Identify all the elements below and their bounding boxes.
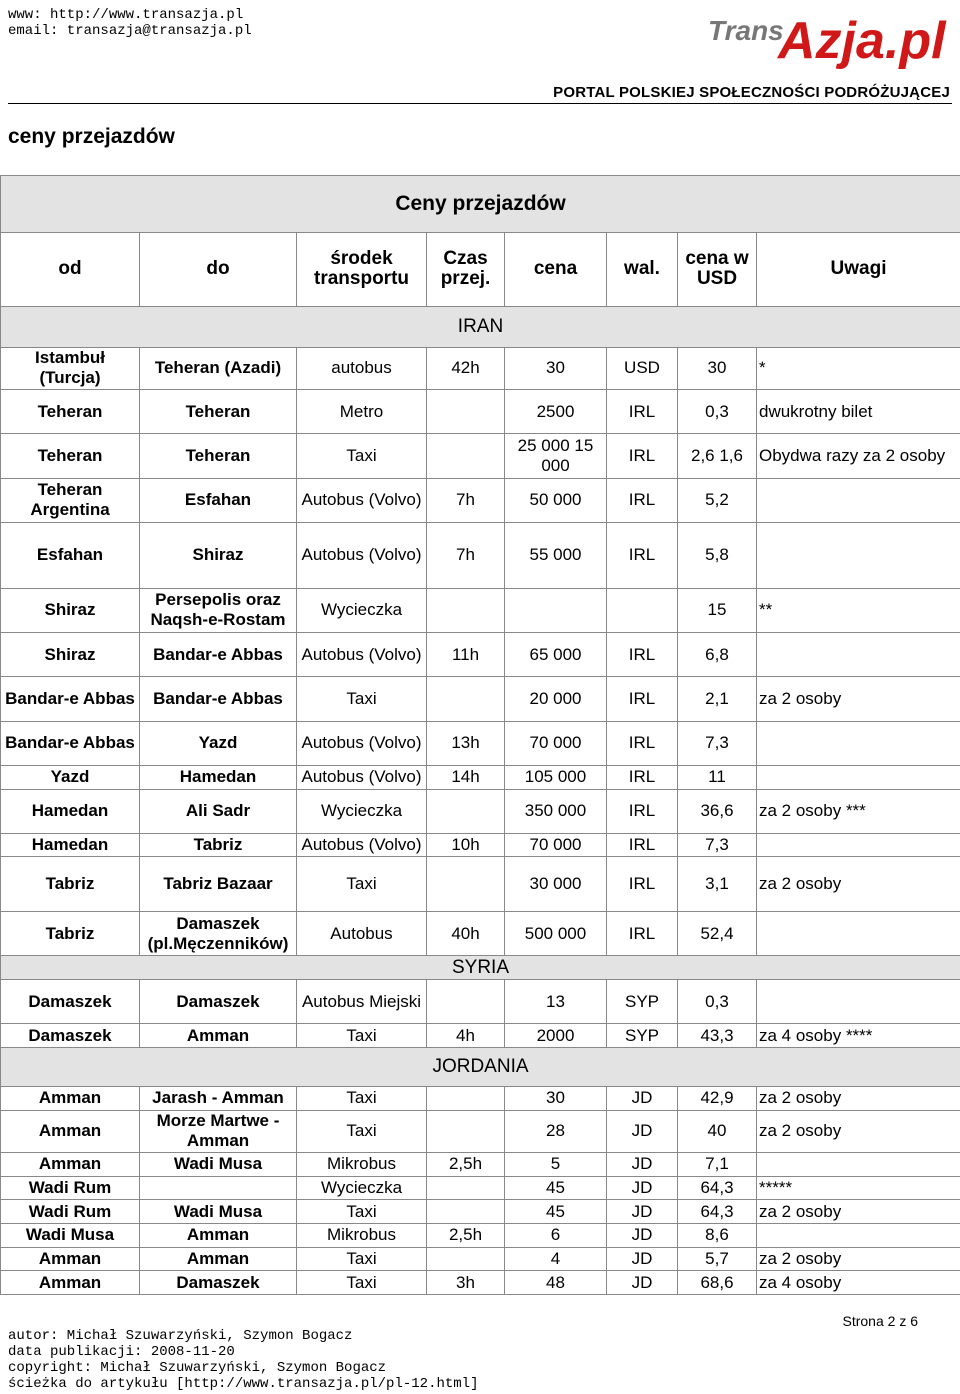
table-title-row (1, 176, 960, 233)
cell-notes: dwukrotny bilet (757, 390, 960, 434)
header-price-usd: cena w USD (678, 232, 757, 306)
cell-time (427, 1247, 505, 1271)
table-row (1, 434, 960, 478)
cell-notes (757, 1152, 960, 1176)
cell-notes: za 2 osoby (757, 1200, 960, 1224)
cell-price-usd: 30 (678, 347, 757, 389)
cell-notes: za 4 osoby **** (757, 1024, 960, 1048)
cell-from: Tabriz (1, 911, 140, 955)
cell-currency: IRL (607, 677, 678, 721)
cell-currency: JD (607, 1271, 678, 1295)
cell-to: Teheran (Azadi) (140, 347, 297, 389)
cell-price-usd: 64,3 (678, 1200, 757, 1224)
cell-price: 28 (505, 1110, 607, 1152)
cell-to: Wadi Musa (140, 1152, 297, 1176)
portal-tagline: PORTAL POLSKIEJ SPOŁECZNOŚCI PODRÓŻUJĄCEJ (553, 84, 950, 101)
cell-price: 350 000 (505, 789, 607, 833)
footer-author: autor: Michał Szuwarzyński, Szymon Bogacz (8, 1328, 353, 1344)
header-do: do (140, 232, 297, 306)
cell-transport: Autobus (297, 911, 427, 955)
cell-time (427, 1110, 505, 1152)
cell-price: 55 000 (505, 522, 607, 588)
cell-price: 30 (505, 347, 607, 389)
cell-transport: Wycieczka (297, 1176, 427, 1200)
cell-time: 2,5h (427, 1152, 505, 1176)
logo-trans-text: Trans (708, 15, 784, 46)
cell-price-usd: 5,7 (678, 1247, 757, 1271)
cell-price-usd: 0,3 (678, 979, 757, 1023)
table-row (1, 979, 960, 1023)
page-title: ceny przejazdów (8, 125, 175, 148)
cell-time: 13h (427, 721, 505, 765)
cell-time: 2,5h (427, 1223, 505, 1247)
table-row (1, 588, 960, 632)
cell-from: Hamedan (1, 833, 140, 857)
cell-currency: IRL (607, 911, 678, 955)
section-label-syria: SYRIA (1, 956, 960, 980)
cell-to: Morze Martwe - Amman (140, 1110, 297, 1152)
cell-time (427, 789, 505, 833)
cell-currency: JD (607, 1110, 678, 1152)
cell-price: 4 (505, 1247, 607, 1271)
cell-price: 48 (505, 1271, 607, 1295)
cell-price-usd: 11 (678, 765, 757, 789)
table-row (1, 857, 960, 912)
cell-price-usd: 0,3 (678, 390, 757, 434)
cell-from: Hamedan (1, 789, 140, 833)
section-row-syria (1, 956, 960, 980)
cell-currency: IRL (607, 522, 678, 588)
cell-price-usd: 5,8 (678, 522, 757, 588)
cell-currency: JD (607, 1152, 678, 1176)
cell-transport: Wycieczka (297, 588, 427, 632)
table-row (1, 1176, 960, 1200)
cell-notes: za 2 osoby (757, 1086, 960, 1110)
cell-from: Damaszek (1, 1024, 140, 1048)
cell-price: 6 (505, 1223, 607, 1247)
cell-to: Teheran (140, 434, 297, 478)
cell-price: 2000 (505, 1024, 607, 1048)
table-row (1, 911, 960, 955)
table-row (1, 677, 960, 721)
website-url[interactable]: www: http://www.transazja.pl (8, 7, 244, 23)
cell-transport: Autobus (Volvo) (297, 721, 427, 765)
cell-currency: IRL (607, 857, 678, 912)
cell-currency: JD (607, 1086, 678, 1110)
cell-currency: IRL (607, 765, 678, 789)
cell-price: 105 000 (505, 765, 607, 789)
cell-currency: IRL (607, 478, 678, 522)
cell-transport: Autobus (Volvo) (297, 833, 427, 857)
cell-notes (757, 979, 960, 1023)
cell-notes (757, 833, 960, 857)
cell-to: Shiraz (140, 522, 297, 588)
cell-notes: za 2 osoby (757, 857, 960, 912)
cell-transport: Taxi (297, 434, 427, 478)
cell-transport: Autobus (Volvo) (297, 478, 427, 522)
price-table (0, 175, 960, 1295)
header-divider (8, 103, 952, 104)
cell-transport: Autobus (Volvo) (297, 765, 427, 789)
table-row (1, 1086, 960, 1110)
cell-transport: Mikrobus (297, 1152, 427, 1176)
cell-to: Esfahan (140, 478, 297, 522)
table-row (1, 1110, 960, 1152)
cell-price-usd: 42,9 (678, 1086, 757, 1110)
table-row (1, 1223, 960, 1247)
table-row (1, 1271, 960, 1295)
cell-price: 70 000 (505, 721, 607, 765)
cell-price-usd: 8,6 (678, 1223, 757, 1247)
table-row (1, 833, 960, 857)
table-row (1, 1024, 960, 1048)
cell-currency: JD (607, 1223, 678, 1247)
cell-time: 3h (427, 1271, 505, 1295)
cell-notes: Obydwa razy za 2 osoby (757, 434, 960, 478)
cell-price (505, 588, 607, 632)
cell-price-usd: 43,3 (678, 1024, 757, 1048)
cell-to: Tabriz (140, 833, 297, 857)
cell-transport: Taxi (297, 1271, 427, 1295)
cell-notes (757, 478, 960, 522)
cell-transport: Autobus (Volvo) (297, 633, 427, 677)
table-row (1, 633, 960, 677)
cell-price: 65 000 (505, 633, 607, 677)
cell-from: Amman (1, 1152, 140, 1176)
cell-from: Teheran Argentina (1, 478, 140, 522)
cell-notes: ***** (757, 1176, 960, 1200)
cell-from: Wadi Rum (1, 1200, 140, 1224)
cell-to: Damaszek (pl.Męczenników) (140, 911, 297, 955)
cell-from: Wadi Rum (1, 1176, 140, 1200)
table-title: Ceny przejazdów (1, 176, 960, 233)
cell-time (427, 1200, 505, 1224)
cell-price-usd: 36,6 (678, 789, 757, 833)
header-currency: wal. (607, 232, 678, 306)
cell-time: 11h (427, 633, 505, 677)
section-row-iran (1, 306, 960, 347)
header-notes: Uwagi (757, 232, 960, 306)
cell-transport: Taxi (297, 1200, 427, 1224)
cell-notes (757, 721, 960, 765)
cell-transport: Taxi (297, 1024, 427, 1048)
cell-time: 40h (427, 911, 505, 955)
cell-to: Amman (140, 1024, 297, 1048)
cell-transport: Taxi (297, 1247, 427, 1271)
cell-to: Ali Sadr (140, 789, 297, 833)
cell-time: 10h (427, 833, 505, 857)
cell-from: Istambuł (Turcja) (1, 347, 140, 389)
cell-currency: USD (607, 347, 678, 389)
cell-from: Amman (1, 1247, 140, 1271)
cell-currency: IRL (607, 390, 678, 434)
cell-time: 7h (427, 478, 505, 522)
cell-time (427, 390, 505, 434)
cell-transport: Taxi (297, 857, 427, 912)
cell-currency: JD (607, 1176, 678, 1200)
cell-notes: za 2 osoby (757, 1110, 960, 1152)
cell-currency: IRL (607, 789, 678, 833)
cell-notes: * (757, 347, 960, 389)
cell-transport: Autobus Miejski (297, 979, 427, 1023)
cell-price: 13 (505, 979, 607, 1023)
cell-notes: ** (757, 588, 960, 632)
page-number: Strona 2 z 6 (842, 1313, 918, 1329)
cell-price: 5 (505, 1152, 607, 1176)
header-contact (8, 7, 252, 39)
transazja-logo (702, 2, 952, 72)
cell-notes (757, 911, 960, 955)
cell-time (427, 434, 505, 478)
table-header-row (1, 232, 960, 306)
cell-transport: Mikrobus (297, 1223, 427, 1247)
cell-from: Wadi Musa (1, 1223, 140, 1247)
cell-notes (757, 765, 960, 789)
cell-from: Amman (1, 1086, 140, 1110)
header-time: Czas przej. (427, 232, 505, 306)
table-row (1, 390, 960, 434)
cell-to: Damaszek (140, 1271, 297, 1295)
cell-from: Damaszek (1, 979, 140, 1023)
section-label-iran: IRAN (1, 306, 960, 347)
cell-notes (757, 633, 960, 677)
cell-from: Bandar-e Abbas (1, 677, 140, 721)
cell-price-usd: 5,2 (678, 478, 757, 522)
table-row (1, 765, 960, 789)
table-row (1, 1152, 960, 1176)
cell-time: 14h (427, 765, 505, 789)
section-row-jordania (1, 1047, 960, 1086)
cell-currency: IRL (607, 434, 678, 478)
cell-time: 4h (427, 1024, 505, 1048)
contact-email[interactable]: email: transazja@transazja.pl (8, 23, 252, 39)
cell-from: Bandar-e Abbas (1, 721, 140, 765)
cell-price-usd: 40 (678, 1110, 757, 1152)
cell-from: Esfahan (1, 522, 140, 588)
cell-to (140, 1176, 297, 1200)
cell-notes: za 2 osoby *** (757, 789, 960, 833)
table-row (1, 789, 960, 833)
cell-transport: Wycieczka (297, 789, 427, 833)
cell-price-usd: 68,6 (678, 1271, 757, 1295)
cell-price-usd: 2,6 1,6 (678, 434, 757, 478)
cell-time (427, 979, 505, 1023)
cell-notes (757, 522, 960, 588)
cell-currency (607, 588, 678, 632)
cell-currency: IRL (607, 833, 678, 857)
cell-to: Damaszek (140, 979, 297, 1023)
cell-price-usd: 7,3 (678, 721, 757, 765)
cell-to: Yazd (140, 721, 297, 765)
header-od: od (1, 232, 140, 306)
cell-price: 2500 (505, 390, 607, 434)
table-row (1, 1247, 960, 1271)
cell-time (427, 677, 505, 721)
table-row (1, 1200, 960, 1224)
cell-price-usd: 3,1 (678, 857, 757, 912)
cell-to: Jarash - Amman (140, 1086, 297, 1110)
cell-price-usd: 52,4 (678, 911, 757, 955)
section-label-jordania: JORDANIA (1, 1047, 960, 1086)
cell-price-usd: 6,8 (678, 633, 757, 677)
table-row (1, 522, 960, 588)
cell-currency: JD (607, 1200, 678, 1224)
price-table-container (0, 175, 960, 1295)
cell-time (427, 1176, 505, 1200)
cell-to: Bandar-e Abbas (140, 633, 297, 677)
cell-from: Tabriz (1, 857, 140, 912)
cell-price: 30 000 (505, 857, 607, 912)
cell-transport: autobus (297, 347, 427, 389)
cell-from: Yazd (1, 765, 140, 789)
footer-copyright: copyright: Michał Szuwarzyński, Szymon Bogacz (8, 1360, 387, 1376)
cell-from: Amman (1, 1110, 140, 1152)
cell-time: 42h (427, 347, 505, 389)
cell-notes (757, 1223, 960, 1247)
cell-price: 50 000 (505, 478, 607, 522)
cell-transport: Taxi (297, 1086, 427, 1110)
footer-meta (8, 1328, 478, 1392)
cell-to: Teheran (140, 390, 297, 434)
cell-price-usd: 15 (678, 588, 757, 632)
cell-notes: za 2 osoby (757, 1247, 960, 1271)
cell-currency: SYP (607, 979, 678, 1023)
cell-price: 70 000 (505, 833, 607, 857)
cell-from: Shiraz (1, 633, 140, 677)
cell-price-usd: 7,1 (678, 1152, 757, 1176)
cell-currency: JD (607, 1247, 678, 1271)
cell-time (427, 588, 505, 632)
cell-price-usd: 64,3 (678, 1176, 757, 1200)
footer-date: data publikacji: 2008-11-20 (8, 1344, 235, 1360)
cell-to: Amman (140, 1223, 297, 1247)
cell-to: Tabriz Bazaar (140, 857, 297, 912)
cell-price: 500 000 (505, 911, 607, 955)
cell-price: 30 (505, 1086, 607, 1110)
cell-time (427, 857, 505, 912)
table-row (1, 478, 960, 522)
cell-currency: IRL (607, 721, 678, 765)
header-transport: środek transportu (297, 232, 427, 306)
cell-to: Bandar-e Abbas (140, 677, 297, 721)
logo-azja-text: Azja.pl (778, 12, 946, 70)
cell-price: 45 (505, 1200, 607, 1224)
cell-transport: Taxi (297, 677, 427, 721)
cell-from: Amman (1, 1271, 140, 1295)
cell-notes: za 4 osoby (757, 1271, 960, 1295)
cell-currency: SYP (607, 1024, 678, 1048)
cell-price-usd: 2,1 (678, 677, 757, 721)
cell-to: Amman (140, 1247, 297, 1271)
cell-time: 7h (427, 522, 505, 588)
cell-price: 20 000 (505, 677, 607, 721)
cell-price-usd: 7,3 (678, 833, 757, 857)
cell-currency: IRL (607, 633, 678, 677)
cell-time (427, 1086, 505, 1110)
footer-path[interactable]: ścieżka do artykułu [http://www.transazja.pl/pl-12.html] (8, 1376, 479, 1392)
cell-to: Persepolis oraz Naqsh-e-Rostam (140, 588, 297, 632)
cell-price: 45 (505, 1176, 607, 1200)
cell-from: Teheran (1, 390, 140, 434)
header-price: cena (505, 232, 607, 306)
cell-to: Hamedan (140, 765, 297, 789)
cell-transport: Metro (297, 390, 427, 434)
cell-transport: Taxi (297, 1110, 427, 1152)
cell-from: Shiraz (1, 588, 140, 632)
table-row (1, 347, 960, 389)
cell-transport: Autobus (Volvo) (297, 522, 427, 588)
cell-to: Wadi Musa (140, 1200, 297, 1224)
cell-price: 25 000 15 000 (505, 434, 607, 478)
table-row (1, 721, 960, 765)
cell-notes: za 2 osoby (757, 677, 960, 721)
cell-from: Teheran (1, 434, 140, 478)
